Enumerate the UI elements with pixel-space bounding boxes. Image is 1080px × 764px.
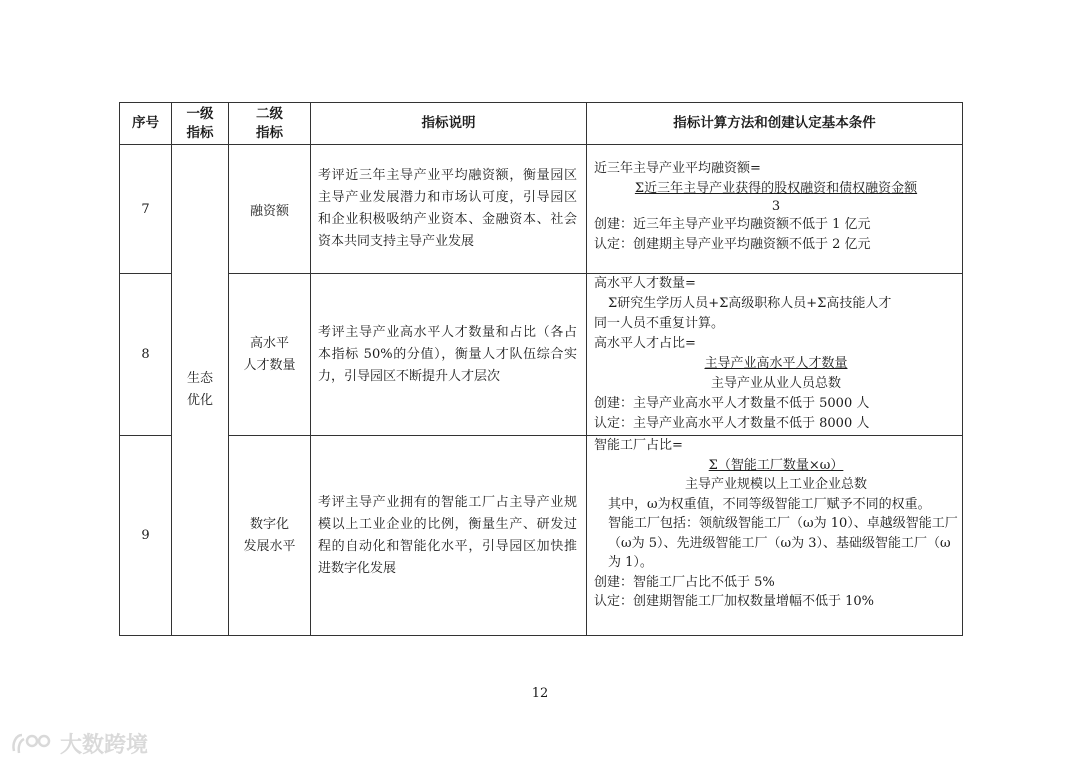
row-level2: 高水平 人才数量 (229, 274, 311, 436)
formula-numerator: Σ（智能工厂数量×ω） (708, 457, 844, 473)
method-line: 认定：创建期智能工厂加权数量增幅不低于 10% (594, 594, 875, 609)
method-line: 创建：近三年主导产业平均融资额不低于 1 亿元 (594, 217, 871, 232)
formula-denominator: 主导产业从业人员总数 (710, 376, 841, 391)
table-header-row (120, 103, 963, 145)
row-desc: 考评主导产业拥有的智能工厂占主导产业规模以上工业企业的比例，衡量生产、研发过程的自动化和智能化水平，引导园区加快推进数字化发展 (311, 436, 587, 636)
method-line: 智能工厂占比= (594, 438, 683, 453)
page-number: 12 (531, 686, 549, 701)
formula-denominator: 主导产业规模以上工业企业总数 (684, 477, 867, 492)
method-line: 认定：主导产业高水平人才数量不低于 8000 人 (594, 416, 870, 431)
row-level2: 融资额 (229, 145, 311, 274)
table-row (120, 274, 963, 436)
method-line: 创建：主导产业高水平人才数量不低于 5000 人 (594, 396, 870, 411)
method-line: 智能工厂包括：领航级智能工厂（ω为 10）、卓越级智能工厂（ω为 5）、先进级智能工厂（ω为 3）、基础级智能工厂（ω为 1）。 (608, 516, 958, 570)
row-seq: 9 (120, 436, 172, 636)
level1-group: 生态 优化 (172, 145, 229, 636)
row-desc: 考评近三年主导产业平均融资额，衡量园区主导产业发展潜力和市场认可度，引导园区和企业积极吸纳产业资本、金融资本、社会资本共同支持主导产业发展 (311, 145, 587, 274)
row-seq: 8 (120, 274, 172, 436)
method-line: 其中，ω为权重值，不同等级智能工厂赋予不同的权重。 (608, 496, 931, 512)
row-method (587, 436, 963, 636)
header-seq: 序号 (120, 103, 172, 145)
row-method (587, 274, 963, 436)
formula-denominator: 3 (771, 199, 781, 214)
method-line: Σ研究生学历人员+Σ高级职称人员+Σ高技能人才 (608, 296, 892, 311)
method-line: 高水平人才占比= (594, 336, 696, 351)
watermark-logo-icon (10, 731, 54, 757)
watermark (10, 728, 148, 759)
header-level2: 二级 指标 (229, 103, 311, 145)
formula-numerator: Σ近三年主导产业获得的股权融资和债权融资金额 (634, 181, 918, 196)
indicator-table (119, 102, 963, 636)
method-line: 高水平人才数量= (594, 276, 696, 291)
method-line: 认定：创建期主导产业平均融资额不低于 2 亿元 (594, 237, 871, 252)
header-level1: 一级 指标 (172, 103, 229, 145)
method-line: 同一人员不重复计算。 (594, 316, 725, 331)
table-row (120, 145, 963, 274)
table-row (120, 436, 963, 636)
row-desc: 考评主导产业高水平人才数量和占比（各占本指标 50%的分值），衡量人才队伍综合实力，引导园区不断提升人才层次 (311, 274, 587, 436)
watermark-text: 大数跨境 (60, 733, 149, 758)
header-desc: 指标说明 (311, 103, 587, 145)
header-method: 指标计算方法和创建认定基本条件 (587, 103, 963, 145)
method-line: 近三年主导产业平均融资额= (594, 161, 761, 176)
formula-numerator: 主导产业高水平人才数量 (704, 356, 848, 371)
row-seq: 7 (120, 145, 172, 274)
row-level2: 数字化 发展水平 (229, 436, 311, 636)
method-line: 创建：智能工厂占比不低于 5% (594, 574, 775, 590)
row-method (587, 145, 963, 274)
